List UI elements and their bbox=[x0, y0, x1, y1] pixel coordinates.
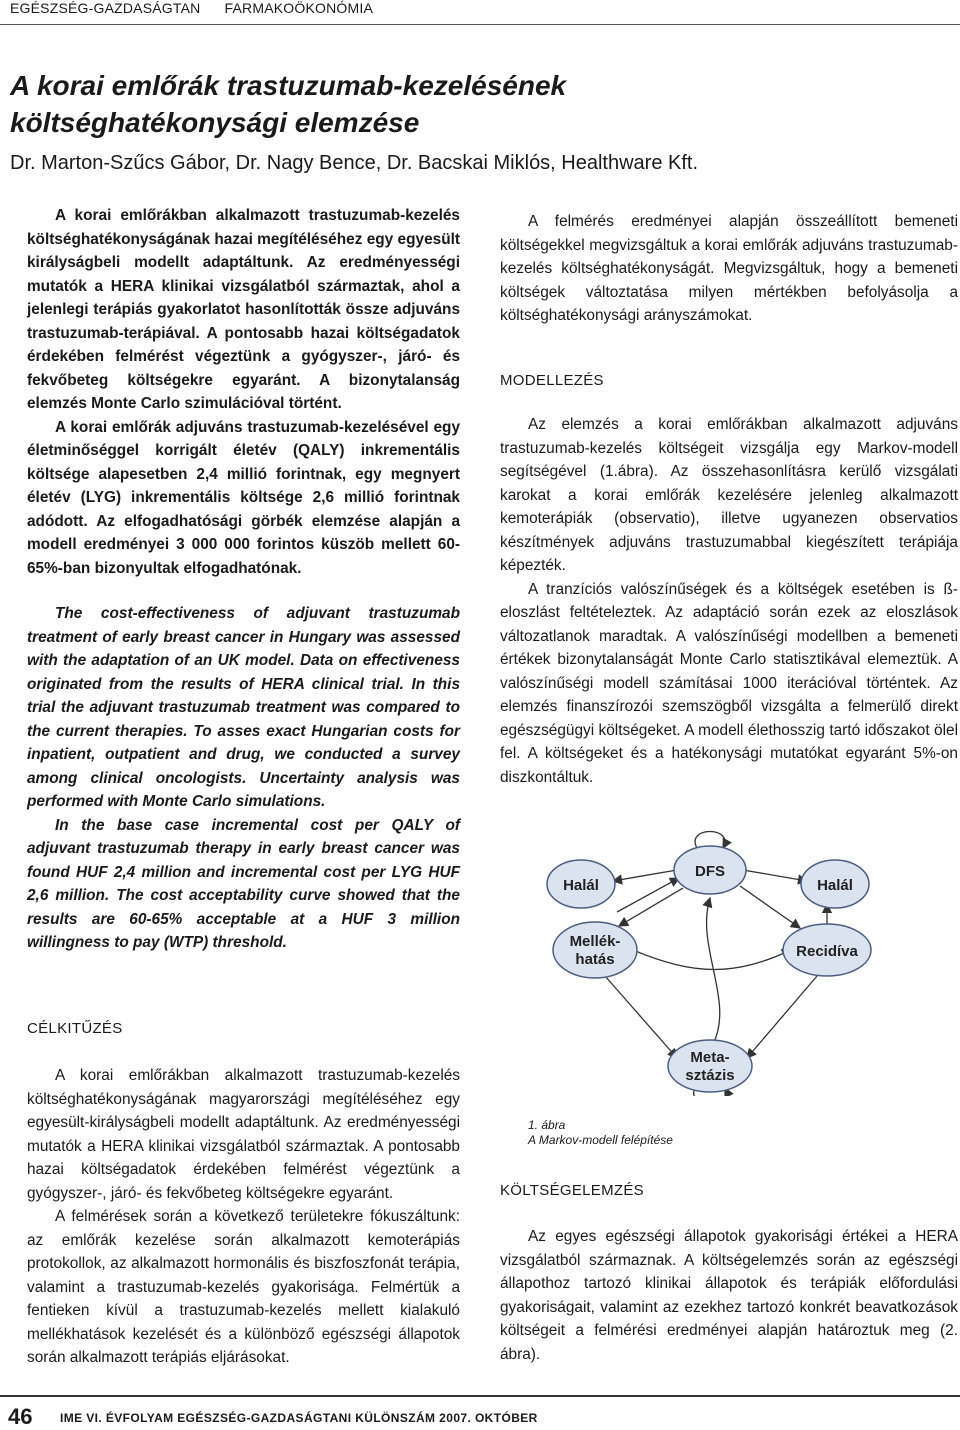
title-line-1: A korai emlőrák trastuzumab-kezelésének bbox=[10, 70, 567, 101]
node-mellekhatas bbox=[553, 922, 637, 978]
edge-mellek-dfs bbox=[617, 878, 679, 912]
abstract-english bbox=[27, 602, 460, 955]
edge-mellek-metastazis bbox=[605, 976, 677, 1058]
abstract-hu-paragraph-1: A korai emlőrákban alkalmazott trastuzumab-kezelés költséghatékonyságának hazai megítéléséhez egy egyesült királyságbeli modellt adaptáltunk. Az eredményességi mutatók a HERA klinikai vizsgálatból származtak, ahol a jelenlegi terápiás gyakorlatot hasonlították össze adjuváns trastuzumab-terápiával. A pontosabb hazai költségadatok érdekében felmérést végeztünk a gyógyszer-, járó- és fekvőbeteg költségekre egyaránt. A bizonytalanság elemzés Monte Carlo szimulációval történt. bbox=[27, 207, 460, 412]
section-celkituzes bbox=[27, 1064, 460, 1370]
figure-caption bbox=[528, 1118, 673, 1148]
title-line-2: költséghatékonysági elemzése bbox=[10, 106, 420, 138]
koltsegelemzes-paragraph-1: Az egyes egészségi állapotok gyakorisági értékei a HERA vizsgálatból származnak. A költségelemzés során az egészségi állapothoz tartozó klinikai állapotok és terápiák előfordulási gyakoriságait, valamint az ezekhez tartozó konkrét beavatkozások költségeit a felmérési eredményei alapján határoztuk meg (2. ábra). bbox=[500, 1228, 958, 1363]
header-section: EGÉSZSÉG-GAZDASÁGTAN bbox=[10, 0, 201, 16]
node-halal-left bbox=[547, 860, 615, 908]
node-metastazis-label-1: Meta- bbox=[690, 1049, 730, 1066]
node-metastazis-label-2: sztázis bbox=[685, 1067, 735, 1084]
celkituzes-paragraph-2: A felmérések során a következő területekre fókuszáltunk: az emlőrák kezelése során alkalmazott kemoterápiás protokollok, az alkalmazott hormonális és biszfoszfonát terápia, valamint a trastuzumab-kezelés gyakorisága. Felmértük a fentieken kívül a trastuzumab-kezelés mellett kialakuló mellékhatások kezelését és a különböző egészségi állapotok során alkalmazott terápiás eljárásokat. bbox=[27, 1208, 460, 1366]
edge-metastazis-halal bbox=[707, 898, 720, 1044]
figure-caption-title: A Markov-modell felépítése bbox=[528, 1133, 673, 1147]
edge-recidiva-metastazis bbox=[747, 976, 817, 1058]
node-halal-left-label: Halál bbox=[563, 877, 599, 894]
header-subsection: FARMAKOÖKONÓMIA bbox=[224, 0, 373, 16]
header-rule bbox=[0, 24, 960, 25]
markov-model-diagram bbox=[545, 826, 875, 1096]
section-heading-koltsegelemzes: KÖLTSÉGELEMZÉS bbox=[500, 1182, 644, 1199]
edge-dfs-halal-left bbox=[613, 870, 677, 881]
node-halal-right-label: Halál bbox=[817, 877, 853, 894]
journal-info: IME VI. ÉVFOLYAM EGÉSZSÉG-GAZDASÁGTANI KÜLÖNSZÁM 2007. OKTÓBER bbox=[60, 1411, 538, 1425]
abstract-hungarian bbox=[27, 204, 460, 580]
abstract-en-paragraph-1: The cost-effectiveness of adjuvant trastuzumab treatment of early breast cancer in Hungary was assessed with the adaptation of an UK model. Data on effectiveness originated from the results of HERA clinical trial. In this trial the adjuvant trastuzumab treatment was compared to the current therapies. To asses exact Hungarian costs for inpatient, outpatient and drug, we conducted a survey among clinical oncologists. Uncertainty analysis was performed with Monte Carlo simulations. bbox=[27, 605, 460, 810]
edge-dfs-recidiva bbox=[740, 886, 800, 928]
section-intro-right bbox=[500, 210, 958, 328]
running-header bbox=[10, 0, 393, 16]
footer-rule bbox=[0, 1395, 960, 1397]
modellezes-paragraph-1: Az elemzés a korai emlőrákban alkalmazott adjuváns trastuzumab-kezelés költségeit vizsgálja egy Markov-modell segítségével (1.ábra). Az összehasonlításra kerülő vizsgálati karokat a korai emlőrák kezelésére jelenleg alkalmazott kemoterápiák (observatio), illetve ugyanezen observatios készítmények adjuváns trastuzumabbal kiegészített terápiája képezték. bbox=[500, 416, 958, 574]
section-modellezes bbox=[500, 413, 958, 789]
edge-dfs-halal-right bbox=[743, 870, 807, 881]
node-recidiva-label: Recidíva bbox=[796, 943, 858, 960]
node-metastazis bbox=[668, 1040, 752, 1092]
figure-caption-number: 1. ábra bbox=[528, 1118, 566, 1132]
abstract-en-paragraph-2: In the base case incremental cost per QALY of adjuvant trastuzumab therapy in early breast cancer was found HUF 2,4 million and incremental cost per LYG HUF 2,6 million. The cost acceptability curve showed that the results are 60-65% acceptable at a HUF 3 million willingness to pay (WTP) threshold. bbox=[27, 816, 460, 951]
node-mellekhatas-shape bbox=[553, 922, 637, 978]
node-metastazis-shape bbox=[668, 1040, 752, 1092]
node-halal-right bbox=[801, 860, 869, 908]
intro-paragraph: A felmérés eredményei alapján összeállított bemeneti költségekkel megvizsgáltuk a korai emlőrák adjuváns trastuzumab-kezelés költséghatékonyságát. Megvizsgáltuk, hogy a bemeneti költségek változtatása milyen mértékben befolyásolja a költséghatékonysági arányszámokat. bbox=[500, 213, 958, 324]
celkituzes-paragraph-1: A korai emlőrákban alkalmazott trastuzumab-kezelés költséghatékonyságának magyarországi megítéléséhez egy egyesült-királyságbeli modellt adaptáltunk. Az eredményességi mutatók a HERA klinikai vizsgálatból származtak. A pontosabb hazai költségadatok érdekében felmérést végeztünk a gyógyszer-, járó- és fekvőbeteg költségekre egyaránt. bbox=[27, 1067, 460, 1202]
node-mellekhatas-label-1: Mellék- bbox=[569, 933, 621, 950]
section-heading-celkituzes: CÉLKITŰZÉS bbox=[27, 1020, 123, 1037]
section-koltsegelemzes bbox=[500, 1225, 958, 1366]
article-title bbox=[10, 68, 910, 142]
page-number: 46 bbox=[8, 1404, 33, 1429]
section-heading-modellezes: MODELLEZÉS bbox=[500, 372, 604, 389]
node-dfs bbox=[674, 846, 746, 894]
node-dfs-label: DFS bbox=[695, 863, 725, 880]
modellezes-paragraph-2: A tranzíciós valószínűségek és a költségek esetében is ß-eloszlást feltételeztek. Az adaptáció során ezek az eloszlások változatlanok maradtak. A valószínűségi modellben a bemeneti értékek bizonytalanságát Monte Carlo statisztikával elemeztük. A valószínűségi modell számításai 1000 iterációval történtek. Az elemzés finanszírozói szemszögből vizsgálta a felmerülő direkt egészségügyi költségeket. A modell élethosszig tartó időszakot ölel fel. A költségeket és a hatékonysági mutatókat egyaránt 5%-on diszkontáltuk. bbox=[500, 580, 958, 786]
node-mellekhatas-label-2: hatás bbox=[575, 951, 615, 968]
abstract-hu-paragraph-2: A korai emlőrák adjuváns trastuzumab-kezelésével egy életminőséggel korrigált életév (QALY) inkrementális költsége alapesetben 2,4 millió forintnak, egy megnyert életév (LYG) inkrementális költsége 2,6 millió forintnak adódott. Az elfogadhatósági görbék elemzése alapján a modell eredményei 3 000 000 forintos küszöb mellett 60-65%-ban bizonyultak elfogadhatónak. bbox=[27, 418, 460, 577]
authors: Dr. Marton-Szűcs Gábor, Dr. Nagy Bence, Dr. Bacskai Miklós, Healthware Kft. bbox=[10, 152, 699, 174]
node-recidiva bbox=[783, 924, 871, 976]
